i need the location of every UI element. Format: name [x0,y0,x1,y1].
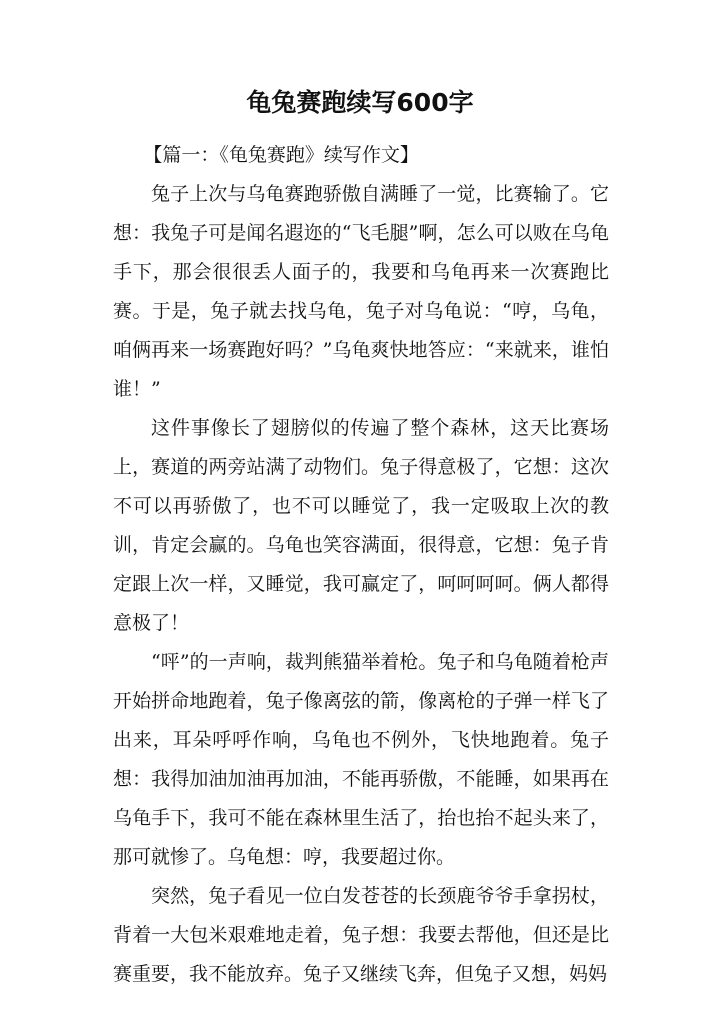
section-heading: 【篇一：《龟兔赛跑》续写作文】 [143,144,419,166]
document-body [113,136,609,994]
paragraph-1: 兔子上次与乌龟赛跑骄傲自满睡了一觉，比赛输了。它想：我兔子可是闻名遐迩的“飞毛腿”啊，怎么可以败在乌龟手下，那会很很丢人面子的，我要和乌龟再来一次赛跑比赛。于是，兔子就去找乌龟，兔子对乌龟说：“哼，乌龟，咱俩再来一场赛跑好吗？”乌龟爽快地答应：“来就来，谁怕谁！” [113,183,609,400]
paragraph-3: “呯”的一声响，裁判熊猫举着枪。兔子和乌龟随着枪声开始拼命地跑着，兔子像离弦的箭，像离枪的子弹一样飞了出来，耳朵呼呼作响，乌龟也不例外，飞快地跑着。兔子想：我得加油加油再加油，不能再骄傲，不能睡，如果再在乌龟手下，我可不能在森林里生活了，抬也抬不起头来了，那可就惨了。乌龟想：哼，我要超过你。 [113,651,609,868]
paragraph-2: 这件事像长了翅膀似的传遍了整个森林，这天比赛场上，赛道的两旁站满了动物们。兔子得意极了，它想：这次不可以再骄傲了，也不可以睡觉了，我一定吸取上次的教训，肯定会赢的。乌龟也笑容满面，很得意，它想：兔子肯定跟上次一样，又睡觉，我可赢定了，呵呵呵呵。俩人都得意极了！ [113,417,609,634]
paragraph-4: 突然，兔子看见一位白发苍苍的长颈鹿爷爷手拿拐杖，背着一大包米艰难地走着，兔子想：我要去帮他，但还是比赛重要，我不能放弃。兔子又继续飞奔，但兔子又想，妈妈 [113,885,609,985]
document-title: 龟兔赛跑续写600字 [246,88,474,117]
